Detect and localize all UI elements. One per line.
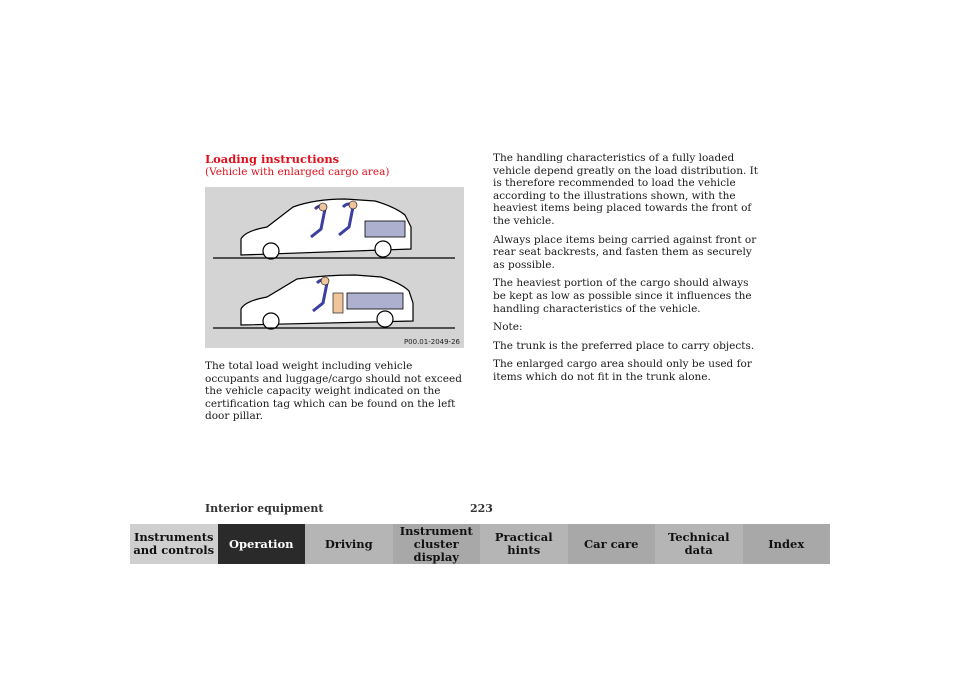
car-top-illustration — [213, 199, 455, 259]
note-label: Note: — [493, 321, 523, 334]
car-bottom-illustration — [213, 275, 455, 329]
tab-practical-hints[interactable] — [480, 524, 568, 564]
figure-code: P00.01-2049-26 — [403, 338, 460, 346]
tab-label: Index — [768, 536, 805, 551]
page-number: 223 — [470, 502, 493, 515]
tab-label-line1: Technical — [668, 530, 730, 544]
tab-technical-data[interactable] — [655, 524, 743, 564]
right-column-text — [493, 152, 763, 390]
section-subtitle: (Vehicle with enlarged cargo area) — [205, 166, 390, 178]
tab-label: Driving — [324, 536, 373, 551]
tab-label: Operation — [228, 536, 294, 551]
tab-label-line2: data — [684, 543, 713, 557]
tab-instrument-cluster-display[interactable] — [393, 524, 481, 564]
chapter-nav — [130, 524, 830, 564]
car-loading-diagram — [205, 187, 464, 348]
tab-label-line1: Instrument — [399, 523, 473, 538]
paragraph-1: The handling characteristics of a fully loaded vehicle depend greatly on the load distribution. It is therefore recommended to load the vehicle according to the illustrations shown, with the heaviest items being placed towards the front of the vehicle. — [493, 152, 759, 227]
section-title: Loading instructions — [205, 152, 340, 166]
paragraph-5: The enlarged cargo area should only be used for items which do not fit in the trunk alone. — [493, 358, 752, 383]
heading-block — [205, 152, 467, 179]
tab-label: Car care — [584, 536, 639, 551]
tab-label: Practical hints — [494, 530, 553, 557]
loading-illustration — [205, 187, 464, 348]
left-body-text — [205, 360, 467, 429]
paragraph-4: The trunk is the preferred place to carry objects. — [493, 339, 755, 352]
tab-driving[interactable] — [305, 524, 393, 564]
footer-section-name: Interior equipment — [205, 502, 324, 515]
tab-label-line2: cluster display — [413, 536, 459, 564]
paragraph-2: Always place items being carried against front or rear seat backrests, and fasten them as securely as possible. — [493, 233, 757, 271]
tab-label-line1: Instruments — [133, 530, 214, 544]
tab-car-care[interactable] — [568, 524, 656, 564]
load-weight-paragraph: The total load weight including vehicle occupants and luggage/cargo should not exceed the vehicle capacity weight indicated on the certification tag which can be found on the left door pillar. — [205, 360, 462, 423]
tab-label-line2: and controls — [133, 543, 215, 557]
tab-instruments-and-controls[interactable] — [130, 524, 218, 564]
tab-operation[interactable] — [218, 524, 306, 564]
tab-index[interactable] — [743, 524, 831, 564]
paragraph-3: The heaviest portion of the cargo should always be kept as low as possible since it influences the handling characteristics of the vehicle. — [493, 277, 752, 315]
